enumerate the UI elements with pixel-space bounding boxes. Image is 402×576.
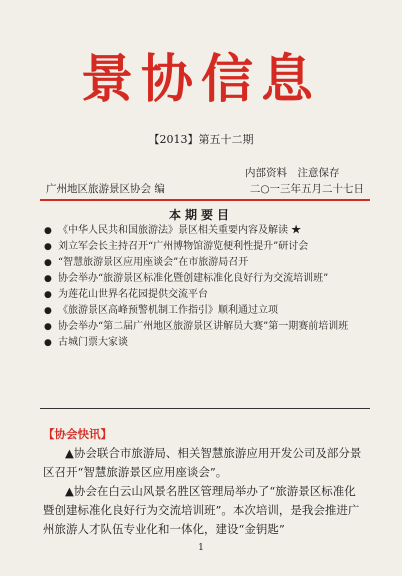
toc-item: ● “智慧旅游景区应用座谈会”在市旅游局召开 (44, 255, 366, 271)
bullet-icon: ● (44, 338, 52, 348)
toc-item: ● 《旅游景区高峰预警机制工作指引》顺利通过立项 (44, 303, 366, 319)
bullet-icon: ● (44, 258, 52, 268)
toc-item: ● 刘立军会长主持召开“广州博物馆游览便利性提升”研讨会 (44, 239, 366, 255)
news-section (43, 425, 363, 539)
section-header: 【协会快讯】 (43, 427, 112, 441)
bullet-icon: ● (44, 322, 52, 332)
publisher-row (46, 181, 364, 196)
bullet-icon: ● (44, 274, 52, 284)
news-paragraph: ▲协会在白云山风景名胜区管理局举办了“旅游景区标准化暨创建标准化良好行为交流培训班”。本次培训，是我会推进广州旅游人才队伍专业化和一体化，建设“金钥匙” (43, 484, 360, 536)
bullet-icon: ● (44, 306, 52, 316)
publisher: 广州地区旅游景区协会 编 (46, 183, 165, 195)
toc-item: ● 协会举办“第二届广州地区旅游景区讲解员大赛”第一期赛前培训班 (44, 319, 366, 335)
red-divider (40, 199, 370, 201)
news-paragraph: ▲协会联合市旅游局、相关智慧旅游应用开发公司及部分景区召开“智慧旅游景区应用座谈会”。 (43, 446, 362, 479)
publish-date: 二○一三年五月二十七日 (249, 183, 364, 195)
bullet-icon: ● (44, 226, 52, 236)
classification-note: 内部资料 注意保存 (245, 167, 340, 179)
section-divider (40, 408, 370, 409)
toc-item: ● 古城门票大家谈 (44, 335, 366, 351)
bullet-icon: ● (44, 242, 52, 252)
page-number: 1 (198, 543, 204, 553)
issue-number: 【2013】第五十二期 (148, 133, 254, 146)
toc-title: 本期要目 (168, 208, 233, 222)
toc-list (44, 223, 366, 351)
toc-item: ● 《中华人民共和国旅游法》景区相关重要内容及解读 ★ (44, 223, 366, 239)
bullet-icon: ● (44, 290, 52, 300)
toc-item: ● 协会举办“旅游景区标准化暨创建标准化良好行为交流培训班” (44, 271, 366, 287)
masthead-title: 景协信息 (80, 49, 321, 110)
toc-item: ● 为莲花山世界名花园提供交流平台 (44, 287, 366, 303)
